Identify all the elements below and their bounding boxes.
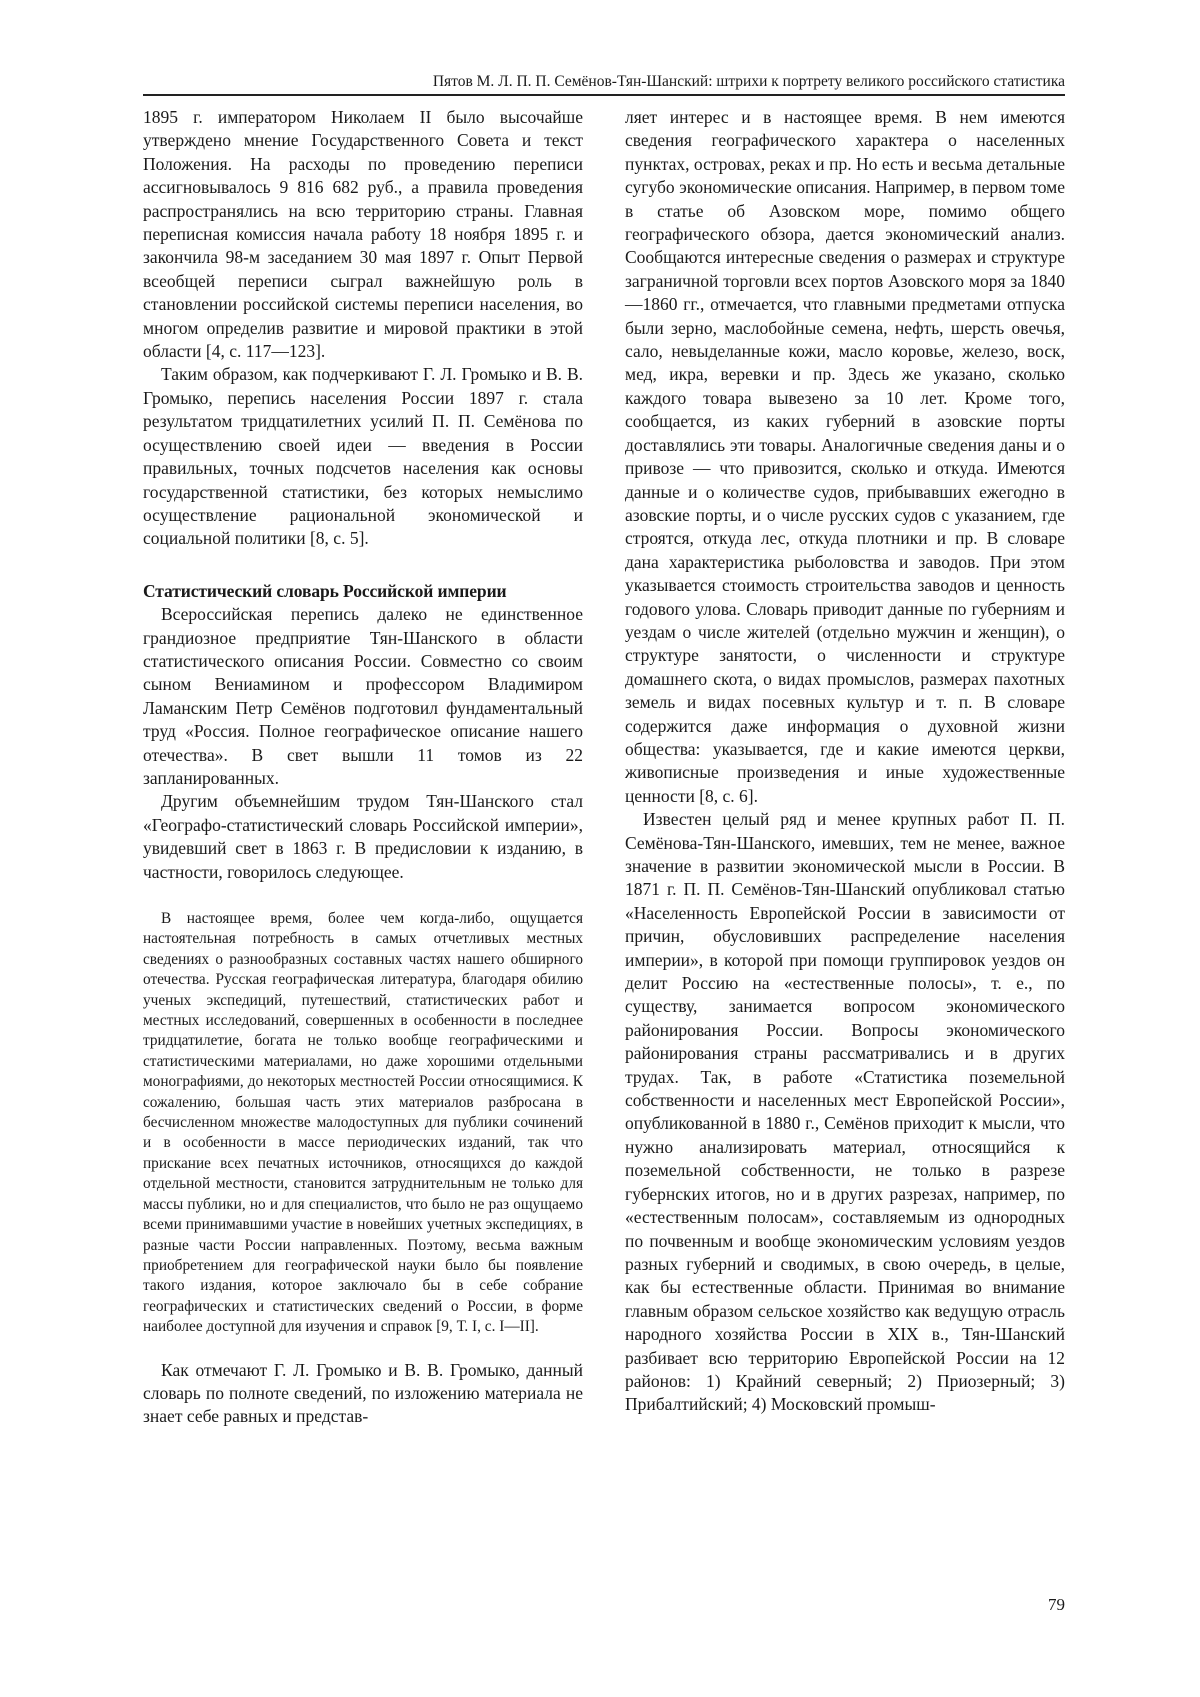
paragraph: Всероссийская перепись далеко не единственное грандиозное предприятие Тян-Шанского в области статистического описания России. Совместно со своим сыном Вениамином и профессором Владимиром Ламанским Петр Семёнов подготовил фундаментальный труд «Россия. Полное географическое описание нашего отечества». В свет вышли 11 томов из 22 запланированных. — [143, 604, 583, 788]
paragraph: Как отмечают Г. Л. Громыко и В. В. Громыко, данный словарь по полноте сведений, по изложению материала не знает себе равных и представ- — [143, 1359, 583, 1427]
paragraph: Таким образом, как подчеркивают Г. Л. Громыко и В. В. Громыко, перепись населения России 1897 г. стала результатом тридцатилетних усилий П. П. Семёнова по осуществлению своей идеи — введения в России правильных, точных подсчетов населения как основы государственной статистики, без которых немыслимо осуществление рациональной экономической и социальной политики [8, с. 5]. — [143, 364, 583, 549]
block-quote: В настоящее время, более чем когда-либо, ощущается настоятельная потребность в самых отчетливых местных сведениях о разнообразных составных частях нашего обширного отечества. Русская географическая литература, благодаря обилию ученых экспедиций, путешествий, статистических работ и местных исследований, совершенных в особенности в последнее тридцатилетие, богата не только вообще географическими и статистическими материалами, но даже хорошими отдельными монографиями, до некоторых местностей России относящимися. К сожалению, большая часть этих материалов разбросана в бесчисленном множестве малодоступных для публики сочинений и в особенности в массе периодических изданий, так что прискание всех печатных источников, относящихся до каждой отдельной местности, становится затруднительным не только для массы публики, но и для специалистов, что было не раз ощущаемо всеми принимавшими участие в новейших учетных экспедициях, в разные части России направленных. Поэтому, весьма важным приобретением для географической науки было бы появление такого издания, которое заключало бы в себе собрание географических и статистических сведений о России, в форме наиболее доступной для изучения и справок [9, Т. I, с. I—II]. — [143, 910, 583, 1336]
header-rule — [143, 94, 1065, 96]
paragraph: Другим объемнейшим трудом Тян-Шанского стал «Географо-статистический словарь Российской империи», увидевший свет в 1863 г. В предисловии к изданию, в частности, говорилось следующее. — [143, 791, 583, 882]
paragraph: Известен целый ряд и менее крупных работ П. П. Семёнова-Тян-Шанского, имевших, тем не менее, важное значение в развитии экономической мысли в России. В 1871 г. П. П. Семёнов-Тян-Шанский опубликовал статью «Населенность Европейской России в зависимости от причин, обусловивших распределение населения империи», в которой при помощи группировок уездов он делит Россию на «естественные полосы», т. е., по существу, занимается вопросом экономического районирования России. Вопросы экономического районирования страны рассматривались и в других трудах. Так, в работе «Статистика поземельной собственности и населенных мест Европейской России», опубликованной в 1880 г., Семёнов приходит к мысли, что нужно анализировать материал, относящийся к поземельной собственности, не только в разрезе губернских итогов, но и в других разрезах, например, по «естественным полосам», составляемым из однородных по почвенным и вообще экономическим условиям уездов разных губерний и сводимых, в свою очередь, в целые, как бы естественные области. Принимая во внимание главным образом сельское хозяйство как ведущую отрасль народного хозяйства России в XIX в., Тян-Шанский разбивает всю территорию Европейской России на 12 районов: 1) Крайний северный; 2) Приозерный; 3) Прибалтийский; 4) Московский промыш- — [625, 809, 1065, 1415]
running-head: Пятов М. Л. П. П. Семёнов-Тян-Шанский: штрихи к портрету великого российского статистика — [432, 73, 1065, 90]
left-column — [143, 106, 583, 1429]
right-column — [625, 106, 1065, 1417]
paragraph: ляет интерес и в настоящее время. В нем имеются сведения географического характера о населенных пунктах, островах, реках и пр. Но есть и весьма детальные сугубо экономические описания. Например, в первом томе в статье об Азовском море, помимо общего географического обзора, дается экономический анализ. Сообщаются интересные сведения о размерах и структуре заграничной торговли всех портов Азовского моря за 1840—1860 гг., отмечается, что главными предметами отпуска были зерно, маслобойные семена, нефть, шерсть овечья, сало, невыделанные кожи, масло коровье, железо, воск, мед, икра, веревки и пр. Здесь же указано, сколько каждого товара вывезено за 10 лет. Кроме того, сообщается, из каких губерний в азовские порты доставлялись эти товары. Аналогичные сведения даны и о привозе — что привозится, сколько и откуда. Имеются данные и о количестве судов, прибывавших ежегодно в азовские порты, и о числе русских судов с указанием, где строятся, откуда лес, откуда плотники и пр. В словаре дана характеристика рыболовства и заводов. При этом указывается стоимость строительства заводов и ценность годового улова. Словарь приводит данные по губерниям и уездам о числе жителей (отдельно мужчин и женщин), о структуре занятости, о численности и структуре домашнего скота, о видах промыслов, размерах пахотных земель и видах посевных культур и т. п. В словаре содержится даже информация о духовной жизни общества: указывается, где и какие имеются церкви, живописные произведения и иные художественные ценности [8, с. 6]. — [625, 107, 1065, 806]
paragraph: 1895 г. императором Николаем II было высочайше утверждено мнение Государственного Совета и текст Положения. На расходы по проведению переписи ассигновывалось 9 816 682 руб., а правила проведения распространялись на всю территорию страны. Главная переписная комиссия начала работу 18 ноября 1895 г. и закончила 98-м заседанием 30 мая 1897 г. Опыт Первой всеобщей переписи сыграл важнейшую роль в становлении российской системы переписи населения, во многом определив развитие и мировой практики в этой области [4, с. 117—123]. — [143, 107, 583, 362]
page-number: 79 — [1048, 1595, 1065, 1614]
section-heading: Статистический словарь Российской империи — [143, 580, 507, 601]
